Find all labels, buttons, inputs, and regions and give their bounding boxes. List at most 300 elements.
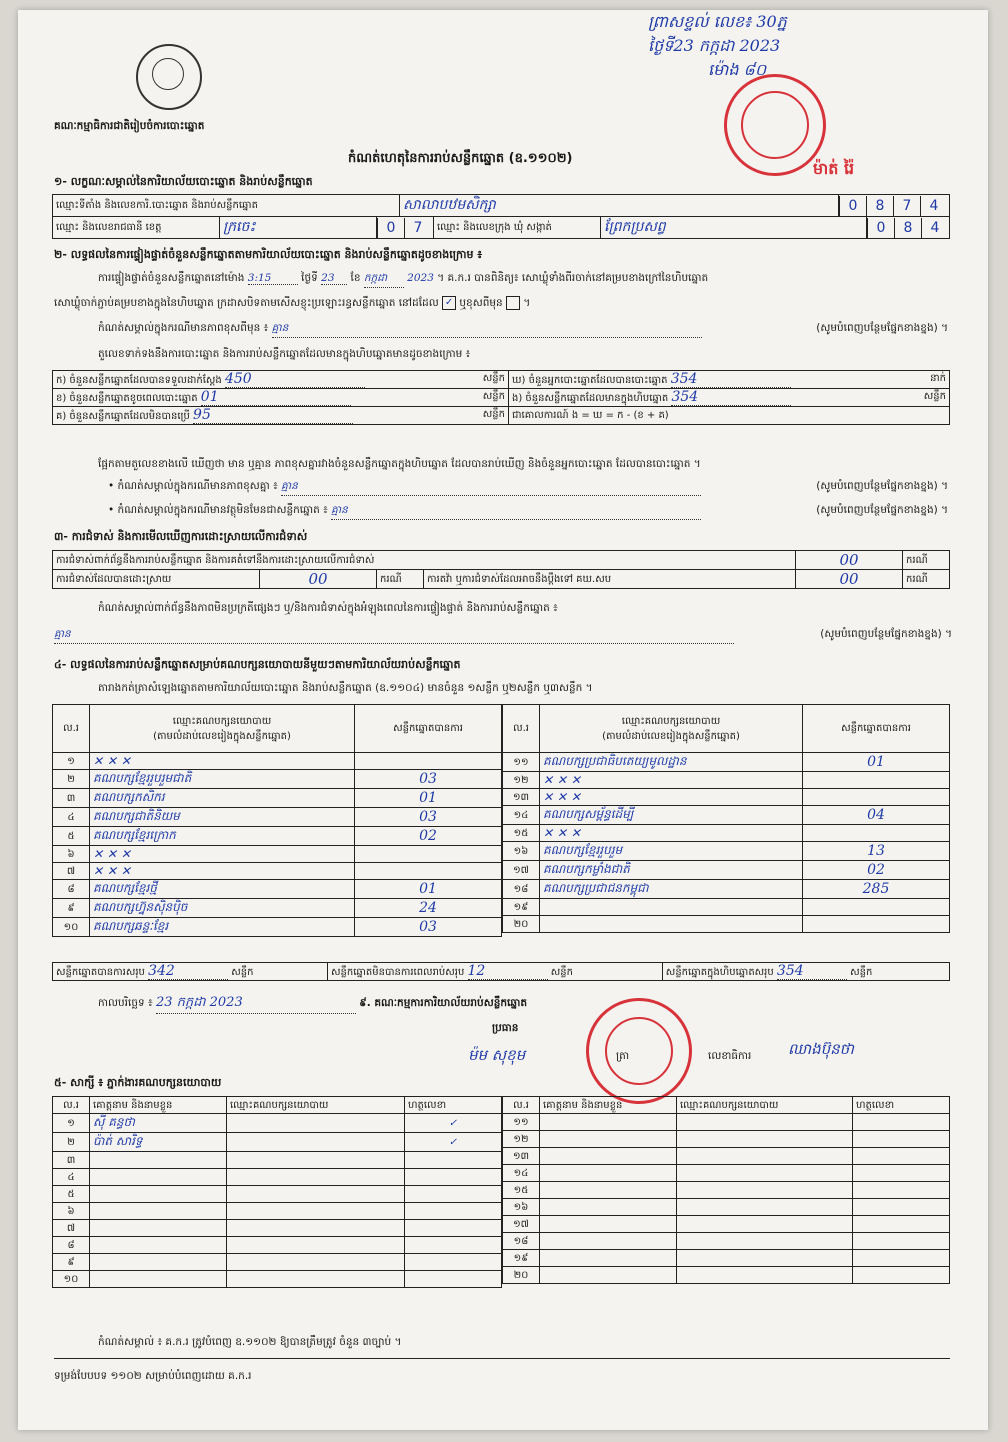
vote-count: 04 [803, 806, 950, 825]
witness-signature [405, 1169, 502, 1186]
witness-signature: ✓ [405, 1133, 502, 1152]
table-row [53, 1203, 502, 1220]
table-row [503, 842, 950, 861]
witness-signature [405, 1271, 502, 1288]
figure-gh [509, 371, 950, 389]
same-checkbox: ✓ [442, 296, 456, 310]
witness-signature [405, 1254, 502, 1271]
date-value: 23 កក្កដា 2023 [156, 994, 356, 1014]
note-value: គ្មាន [272, 322, 702, 338]
witness-name [540, 1233, 677, 1250]
office-label: ឈ្មោះទីតាំង និងលេខការិ.បោះឆ្នោត និងរាប់សន្លឹកឆ្នោត [53, 195, 400, 217]
vote-count: 03 [355, 808, 502, 827]
row-no: ៤ [53, 1169, 90, 1186]
witness-party [677, 1148, 853, 1165]
witness-name [90, 1237, 227, 1254]
total-invalid-value: 12 [468, 963, 548, 980]
witness-name [90, 1271, 227, 1288]
witness-party [227, 1203, 405, 1220]
vote-count: 24 [355, 899, 502, 918]
witness-party [227, 1133, 405, 1152]
witness-signature [853, 1267, 950, 1284]
section5-heading: ៥- សាក្សី ៖ ភ្នាក់ងារគណបក្សនយោបាយ [54, 1076, 222, 1089]
section4-heading: ៤- លទ្ធផលនៃការរាប់សន្លឹកឆ្នោតសម្រាប់គណបក្សនយោបាយនីមួយៗតាមការិយាល័យរាប់សន្លឹកឆ្នោត [54, 658, 461, 671]
objection-row1-value: 00 [796, 551, 903, 570]
section1-table-row2 [52, 216, 950, 239]
unit: សន្លឹក [482, 373, 505, 384]
row-no: ១៧ [503, 861, 540, 880]
vote-count [803, 916, 950, 933]
witness-table-left [52, 1096, 502, 1288]
witness-name [90, 1169, 227, 1186]
witness-signature [853, 1199, 950, 1216]
col-no: ល.រ [53, 705, 90, 753]
section3-note-line [54, 628, 952, 644]
text: សន្លឹកឆ្នោតក្នុងហិបឆ្នោតសរុប [665, 967, 774, 978]
table-row [53, 1254, 502, 1271]
table-row [503, 1182, 950, 1199]
table-row [503, 1216, 950, 1233]
document-page [18, 10, 988, 1430]
figure-ng [509, 389, 950, 407]
section2-heading: ២- លទ្ធផលនៃការផ្ទៀងផ្ទាត់ចំនួនសន្លឹកឆ្នោតតាមការិយាល័យបោះឆ្នោត និងរាប់សន្លឹកឆ្នោតដូចខាងក្រោម ៖ [54, 248, 483, 261]
row-no: ៨ [53, 880, 90, 899]
president-signature: ម៉ម សុខុម [468, 1046, 526, 1064]
gh-value: 354 [671, 371, 791, 388]
table-row [53, 880, 502, 899]
row-no: ១៦ [503, 842, 540, 861]
unit: ករណី [903, 570, 950, 589]
party-name [540, 916, 803, 933]
table-row [503, 916, 950, 933]
witness-name [540, 1148, 677, 1165]
row-no: ១៥ [503, 1182, 540, 1199]
witness-party [677, 1165, 853, 1182]
text: ខែ [350, 272, 361, 284]
table-row [53, 1271, 502, 1288]
witness-name [540, 1250, 677, 1267]
kh-value: 01 [201, 389, 351, 406]
total-box [662, 963, 949, 981]
row-no: ១៨ [503, 1233, 540, 1250]
text: ឈ្មោះគណបក្សនយោបាយ [172, 715, 272, 727]
witness-signature [853, 1182, 950, 1199]
witness-name [540, 1114, 677, 1131]
row-no: ១៩ [503, 1250, 540, 1267]
note2: • កំណត់សម្គាល់ក្នុងករណីមានភាពខុសគ្នា ៖ គ្មាន (សូមបំពេញបន្ថែមផ្នែកខាងខ្នង) ។ [108, 480, 948, 496]
table-row [503, 1233, 950, 1250]
fill-hint: (សូមបំពេញបន្ថែមផ្នែកខាងខ្នង) ។ [816, 322, 948, 334]
witness-signature [853, 1216, 950, 1233]
witness-party [677, 1114, 853, 1131]
vote-count: 285 [803, 880, 950, 899]
witness-signature [853, 1114, 950, 1131]
k-value: 450 [225, 371, 365, 388]
note-line-2: ថ្ងៃទី23 កក្កដា 2023 [648, 36, 781, 55]
table-row [53, 827, 502, 846]
row-no: ១៧ [503, 1216, 540, 1233]
commune-digits [867, 217, 950, 239]
total-valid-value: 342 [148, 963, 228, 980]
digit: 7 [404, 218, 431, 238]
text: សោឃ្លុំចាក់ភ្ជាប់គម្របខាងក្នុងនៃហិបឆ្នោត ក្រដាសបិទតាមសើសខ្ញុះប្រឡោះរន្ធសន្លឹកឆ្នោត នៅដដែល [54, 297, 439, 309]
party-name: គណបក្សឆន្ទៈខ្មែរ [90, 918, 355, 937]
unit: សន្លឹក [231, 967, 254, 978]
unit: សន្លឹក [482, 409, 505, 420]
col-sign: ហត្ថលេខា [405, 1097, 502, 1114]
col-votes: សន្លឹកឆ្នោតបានការ [355, 705, 502, 753]
col-party [90, 705, 355, 753]
month-value: កក្កដា [364, 272, 404, 288]
party-name: គណបក្សខ្មែររួបរួម [540, 842, 803, 861]
table-row [503, 1131, 950, 1148]
committee-label: ៩. គណៈកម្មការការិយាល័យរាប់សន្លឹកឆ្នោត [359, 997, 528, 1009]
row-no: ១៦ [503, 1199, 540, 1216]
row-no: ៧ [53, 863, 90, 880]
party-name: គណបក្សខ្មែរក្រោក [90, 827, 355, 846]
witness-party [677, 1199, 853, 1216]
province-value: ក្រចេះ [220, 217, 377, 239]
note2-value: គ្មាន [281, 480, 701, 496]
total-box-value: 354 [777, 963, 847, 980]
total-valid [53, 963, 328, 981]
text: កំណត់សម្គាល់ក្នុងករណីមានភាពខុសគ្នា ៖ [117, 480, 278, 492]
witness-name [540, 1199, 677, 1216]
party-name: ✕ ✕ ✕ [90, 753, 355, 770]
vote-count [803, 825, 950, 842]
witness-name: ស៊ី គន្ធថា [90, 1114, 227, 1133]
vote-count: 01 [355, 789, 502, 808]
table-row [53, 863, 502, 880]
party-name: ✕ ✕ ✕ [540, 772, 803, 789]
table-row [503, 806, 950, 825]
vote-count [803, 789, 950, 806]
row-no: ៥ [53, 827, 90, 846]
digit: 0 [867, 218, 894, 238]
table-row [503, 1114, 950, 1131]
party-name [540, 899, 803, 916]
unit: ករណី [903, 551, 950, 570]
digit: 0 [839, 196, 866, 216]
nec-emblem [136, 44, 202, 110]
stamp-signer-name: ម៉ាត់ រ៉ៃ [813, 159, 855, 178]
text: កាលបរិច្ឆេទ ៖ [98, 997, 153, 1009]
witness-party [677, 1131, 853, 1148]
witness-name [540, 1165, 677, 1182]
table-row [53, 918, 502, 937]
text: ឬខុសពីមុន [459, 297, 503, 309]
unit: ករណី [377, 570, 424, 589]
row-no: ៧ [53, 1220, 90, 1237]
digit: 7 [893, 196, 920, 216]
office-digits [839, 195, 950, 217]
section3-heading: ៣- ការជំទាស់ និងការមើលឃើញការដោះស្រាយលើការជំទាស់ [54, 530, 308, 543]
figures-table [52, 370, 950, 425]
section3-note: កំណត់សម្គាល់ពាក់ព័ន្ធនឹងភាពមិនប្រក្រតីផ្សេងៗ ឬ/និងការជំទាស់ក្នុងអំឡុងពេលនៃការផ្ទៀងផ្ទាត់ និងការរាប់សន្លឹកឆ្នោត ៖ [98, 602, 558, 614]
digit: 8 [866, 196, 893, 216]
witness-party [227, 1220, 405, 1237]
text: ឃ) ចំនួនអ្នកបោះឆ្នោតដែលបានបោះឆ្នោត [512, 375, 668, 386]
time-value: 3:15 [248, 272, 298, 285]
witness-party [677, 1250, 853, 1267]
sheets-line: តារាងកត់ត្រាសំឡេងឆ្នោតតាមការិយាល័យបោះឆ្នោត និងរាប់សន្លឹកឆ្នោត (ឧ.១១០៤) មានចំនួន ១សន្លឹក ឬ២សន្លឹក ឬ៣សន្លឹក ។ [98, 682, 593, 694]
party-name: គណបក្សប្រជាជនកម្ពុជា [540, 880, 803, 899]
resolved-label: ការជំទាស់ដែលបានដោះស្រាយ [53, 570, 260, 589]
party-name: គណបក្សខ្មែររួបរួមជាតិ [90, 770, 355, 789]
row-no: ៣ [53, 1152, 90, 1169]
witness-name [540, 1131, 677, 1148]
party-name: ✕ ✕ ✕ [540, 789, 803, 806]
col-no: ល.រ [503, 705, 540, 753]
official-stamp-top [724, 74, 826, 176]
table-row [53, 808, 502, 827]
fill-hint: (សូមបំពេញបន្ថែមផ្នែកខាងខ្នង) ។ [816, 504, 948, 516]
figure-formula: ជាគោលការណ៍ ង = ឃ = ក - (ខ + គ) [509, 407, 950, 425]
witness-signature [853, 1165, 950, 1182]
table-row [503, 899, 950, 916]
row-no: ១១ [503, 753, 540, 772]
row-no: ១០ [53, 1271, 90, 1288]
section2-line1 [98, 272, 708, 288]
col-no: ល.រ [503, 1097, 540, 1114]
vote-count: 13 [803, 842, 950, 861]
text: (តាមលំដាប់លេខរៀងក្នុងសន្លឹកឆ្នោត) [602, 730, 740, 742]
section2-line2: សោឃ្លុំចាក់ភ្ជាប់គម្របខាងក្នុងនៃហិបឆ្នោត ក្រដាសបិទតាមសើសខ្ញុះប្រឡោះរន្ធសន្លឹកឆ្នោត នៅដដែល ✓ ឬខុសពីមុន ។ [54, 297, 531, 309]
text: (តាមលំដាប់លេខរៀងក្នុងសន្លឹកឆ្នោត) [153, 730, 291, 742]
table-row [503, 825, 950, 842]
witness-party [227, 1114, 405, 1133]
row-no: ១២ [503, 1131, 540, 1148]
votes-table-left [52, 704, 502, 937]
digit: 4 [920, 196, 947, 216]
unit: សន្លឹក [923, 391, 946, 402]
party-name: គណបក្សហ្វ៊ុនស៊ិនប៉ិច [90, 899, 355, 918]
text: សន្លឹកឆ្នោតបានការសរុប [56, 967, 145, 978]
table-row [503, 880, 950, 899]
section3-table [52, 550, 950, 589]
digit: 4 [921, 218, 948, 238]
table-row [53, 753, 502, 770]
row-no: ៩ [53, 899, 90, 918]
table-row [53, 846, 502, 863]
row-no: ១០ [53, 918, 90, 937]
resolved-value: 00 [260, 570, 377, 589]
objection-row1 [53, 551, 796, 570]
table-row [53, 1133, 502, 1152]
figure-g [53, 407, 509, 425]
col-no: ល.រ [53, 1097, 90, 1114]
party-name: គណបក្សសម្ព័ន្ធដើម្បី [540, 806, 803, 825]
agency-name: គណៈកម្មាធិការជាតិរៀបចំការបោះឆ្នោត [54, 120, 205, 132]
text: ឈ្មោះគណបក្សនយោបាយ [621, 715, 721, 727]
year-value: 2023 [407, 272, 434, 284]
vote-count: 01 [803, 753, 950, 772]
witness-signature [853, 1131, 950, 1148]
party-name: គណបក្សខ្មែរថ្មី [90, 880, 355, 899]
table-row [53, 1114, 502, 1133]
witness-party [227, 1186, 405, 1203]
appeal-label: ការតវ៉ា ឬការជំទាស់ដែលអាចនឹងប្តឹងទៅ គឃ.សប [424, 570, 796, 589]
secretary-signature: ឈាងប៊ុនថា [788, 1040, 854, 1058]
witness-name [540, 1182, 677, 1199]
table-row [53, 899, 502, 918]
witness-signature [405, 1220, 502, 1237]
footer-form-label: ទម្រង់បែបបទ ១១០២ សម្រាប់បំពេញដោយ គ.ក.រ [54, 1370, 252, 1382]
date-line [98, 994, 527, 1014]
party-name: គណបក្សកម្លាំងជាតិ [540, 861, 803, 880]
col-party [540, 705, 803, 753]
row-no: ២ [53, 1133, 90, 1152]
text: ការជំទាស់ពាក់ព័ន្ធនឹងការរាប់សន្លឹកឆ្នោត និងការគតំទៅនឹងការដោះស្រាយលើការជំទាស់ [56, 554, 375, 566]
appeal-value: 00 [796, 570, 903, 589]
text: ការផ្ទៀងផ្ទាត់ចំនួនសន្លឹកឆ្នោតនៅម៉ោង [98, 272, 245, 284]
digit: 8 [894, 218, 921, 238]
document-title: កំណត់ហេតុនៃការរាប់សន្លឹកឆ្នោត (ឧ.១១០២) [348, 151, 573, 166]
table-row [503, 772, 950, 789]
witness-name [90, 1254, 227, 1271]
witness-signature [853, 1250, 950, 1267]
col-name: គោត្តនាម និងនាមខ្លួន [540, 1097, 677, 1114]
table-row [53, 1169, 502, 1186]
col-party: ឈ្មោះគណបក្សនយោបាយ [227, 1097, 405, 1114]
vote-count [355, 846, 502, 863]
vote-count: 02 [803, 861, 950, 880]
figure-k [53, 371, 509, 389]
witness-name [90, 1186, 227, 1203]
committee-stamp [586, 998, 692, 1104]
secretary-label: លេខាធិការ [708, 1050, 752, 1062]
witness-name [90, 1220, 227, 1237]
row-no: ១២ [503, 772, 540, 789]
vote-count [803, 772, 950, 789]
vote-count [355, 753, 502, 770]
president-label: ប្រធាន [492, 1022, 519, 1034]
table-row [503, 1165, 950, 1182]
text: ថ្ងៃទី [301, 272, 318, 284]
witness-name [90, 1203, 227, 1220]
fill-hint: (សូមបំពេញបន្ថែមផ្នែកខាងខ្នង) ។ [816, 480, 948, 492]
witness-signature [405, 1186, 502, 1203]
vote-count: 03 [355, 918, 502, 937]
table-row [503, 861, 950, 880]
table-row [503, 1250, 950, 1267]
totals-table [52, 962, 950, 981]
row-no: ៤ [53, 808, 90, 827]
note-label: កំណត់សម្គាល់ក្នុងករណីមានភាពខុសពីមុន ៖ [98, 322, 269, 334]
section2-note [98, 322, 948, 338]
witness-name [540, 1267, 677, 1284]
witness-signature [405, 1152, 502, 1169]
unit: សន្លឹក [482, 391, 505, 402]
witness-table-right [502, 1096, 950, 1284]
section2-intro: តួលេខទាក់ទងនឹងការបោះឆ្នោត និងការរាប់សន្លឹកឆ្នោតដែលមានក្នុងហិបឆ្នោតមានដូចខាងក្រោម ៖ [98, 348, 471, 360]
witness-party [677, 1216, 853, 1233]
party-name: ✕ ✕ ✕ [90, 863, 355, 880]
row-no: ១ [53, 1114, 90, 1133]
footer-divider [54, 1358, 950, 1359]
province-digits [377, 217, 434, 239]
witness-signature [853, 1148, 950, 1165]
vote-count: 02 [355, 827, 502, 846]
note-line-3: ម៉ោង ៨០ [708, 60, 767, 79]
vote-count: 01 [355, 880, 502, 899]
row-no: ១៥ [503, 825, 540, 842]
row-no: ១៩ [503, 899, 540, 916]
col-name: គោត្តនាម និងនាមខ្លួន [90, 1097, 227, 1114]
table-row [53, 789, 502, 808]
witness-party [677, 1233, 853, 1250]
text: ។ គ.ក.រ បានពិនិត្យ៖ សោឃ្លុំទាំងពីរចាក់នៅគម្របខាងក្រៅនៃហិបឆ្នោត [437, 272, 709, 284]
witness-party [677, 1182, 853, 1199]
witness-signature [853, 1233, 950, 1250]
commune-label: ឈ្មោះ និងលេខក្រុង ឃុំ សង្កាត់ [434, 217, 601, 239]
top-handwritten-note [648, 10, 787, 82]
row-no: ២០ [503, 1267, 540, 1284]
note3-value: គ្មាន [331, 504, 701, 520]
row-no: ១៨ [503, 880, 540, 899]
col-votes: សន្លឹកឆ្នោតបានការ [803, 705, 950, 753]
row-no: ៥ [53, 1186, 90, 1203]
digit: 0 [377, 218, 404, 238]
col-party: ឈ្មោះគណបក្សនយោបាយ [677, 1097, 853, 1114]
table-row [503, 789, 950, 806]
witness-name: ប៉ាត់ សារិទ្ធ [90, 1133, 227, 1152]
footer-note: កំណត់សម្គាល់ ៖ គ.ក.រ ត្រូវបំពេញ ឧ.១១០២ ឱ្យបានត្រឹមត្រូវ ចំនួន ៣ច្បាប់ ។ [98, 1336, 402, 1348]
row-no: ៩ [53, 1254, 90, 1271]
table-row [53, 1220, 502, 1237]
votes-table-right [502, 704, 950, 933]
section3-note-value: គ្មាន [54, 628, 734, 644]
province-label: ឈ្មោះ និងលេខរាជធានី ខេត្ត [53, 217, 220, 239]
table-row [503, 1199, 950, 1216]
unit: សន្លឹក [850, 967, 873, 978]
ng-value: 354 [671, 389, 791, 406]
witness-party [227, 1254, 405, 1271]
row-no: ៦ [53, 846, 90, 863]
party-name: គណបក្សប្រជាធិបតេយ្យមូលដ្ឋាន [540, 753, 803, 772]
figure-kh [53, 389, 509, 407]
text: កំណត់សម្គាល់ក្នុងករណីមានវត្ថុមិនមែនជាសន្លឹកឆ្នោត ៖ [117, 504, 328, 516]
different-checkbox [506, 296, 520, 310]
text: ក) ចំនួនសន្លឹកឆ្នោតដែលបានទទួលដាក់ស្តែង [56, 375, 222, 386]
g-value: 95 [193, 407, 353, 424]
witness-party [227, 1152, 405, 1169]
row-no: ២ [53, 770, 90, 789]
table-row [53, 1152, 502, 1169]
row-no: ១៤ [503, 806, 540, 825]
text: សន្លឹកឆ្នោតមិនបានការពេលរាប់សរុប [331, 967, 465, 978]
section1-heading: ១- លក្ខណៈសម្គាល់នៃការិយាល័យបោះឆ្នោត និងរាប់សន្លឹកឆ្នោត [54, 175, 313, 188]
note3: • កំណត់សម្គាល់ក្នុងករណីមានវត្ថុមិនមែនជាសន្លឹកឆ្នោត ៖ គ្មាន (សូមបំពេញបន្ថែមផ្នែកខាងខ្នង) ។ [108, 504, 948, 520]
vote-count [803, 899, 950, 916]
table-row [503, 1267, 950, 1284]
unit: សន្លឹក [550, 967, 573, 978]
witness-party [677, 1267, 853, 1284]
day-value: 23 [321, 272, 347, 285]
witness-signature [405, 1237, 502, 1254]
compare-line: ផ្អែកតាមតួលេខខាងលើ ឃើញថា មាន ឬគ្មាន ភាពខុសគ្នារវាងចំនួនសន្លឹកឆ្នោតក្នុងហិបឆ្នោត ដែលបានរាប់ឃើញ និងចំនួនអ្នកបោះឆ្នោត ដែលបានបោះឆ្នោត ។ [98, 458, 701, 470]
row-no: ១ [53, 753, 90, 770]
witness-signature [405, 1203, 502, 1220]
total-invalid [328, 963, 663, 981]
row-no: ២០ [503, 916, 540, 933]
vote-count: 03 [355, 770, 502, 789]
text: ខ) ចំនួនសន្លឹកឆ្នោតខូចពេលបោះឆ្នោត [56, 393, 198, 404]
section1-table [52, 194, 950, 217]
fill-hint: (សូមបំពេញបន្ថែមផ្នែកខាងខ្នង) ។ [820, 628, 952, 640]
table-row [503, 1148, 950, 1165]
row-no: ១៣ [503, 789, 540, 806]
